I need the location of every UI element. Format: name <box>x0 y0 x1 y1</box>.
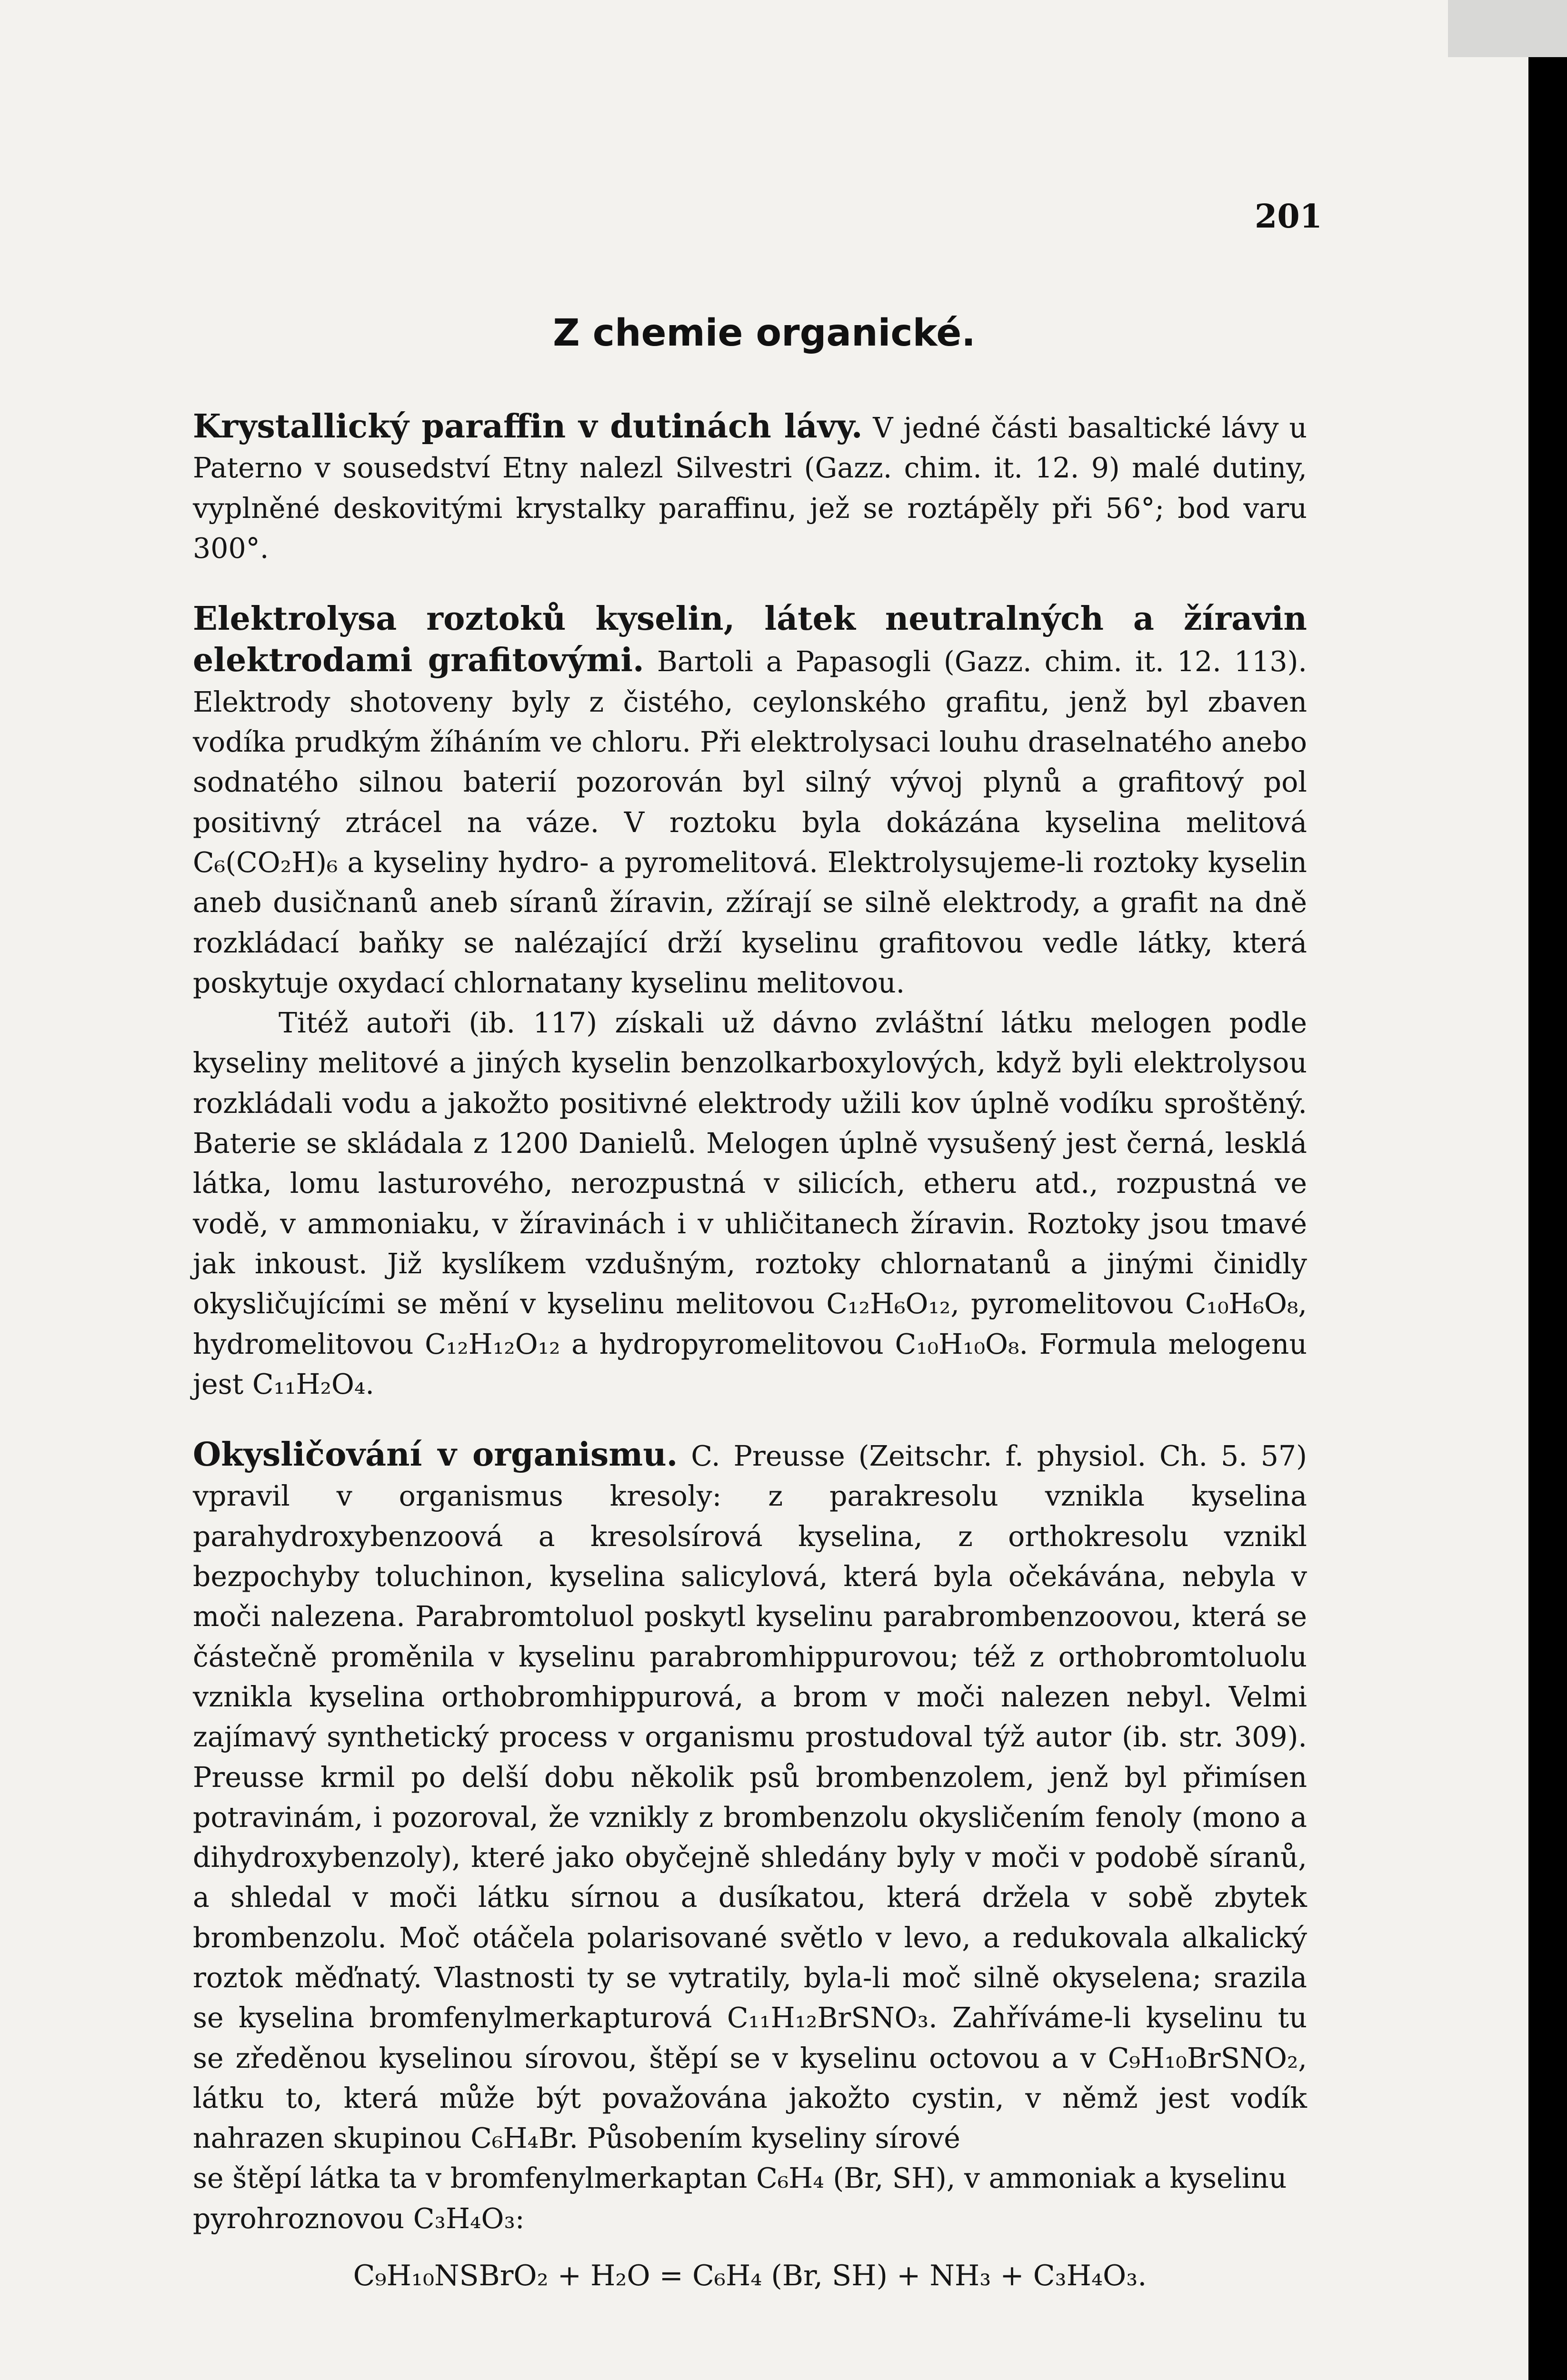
paragraph-text: Bartoli a Papasogli (Gazz. chim. it. 12. 113). Elektrody shotoveny byly z čistého, ceylonského grafitu, jenž byl zbaven vodíka prudkým žíháním ve chloru. Při elektrolysaci louhu draselnatého anebo sodnatého silnou baterií pozorován byl silný vývoj plynů a grafitový pol positivný ztrácel na váze. V roztoku byla dokázána kyselina melitová C₆(CO₂H)₆ a kyseliny hydro- a pyromelitová. Elektrolysujeme-li roztoky kyselin aneb dusičnanů aneb síranů žíravin, zžírají se silně elektrody, a grafit na dně rozkládací baňky se nalézající drží kyselinu grafitovou vedle látky, která poskytuje oxydací chlornatany kyselinu melitovou. <box>193 645 1307 999</box>
page-number: 201 <box>1255 198 1322 236</box>
paragraph-melogen <box>193 1003 1307 1404</box>
chemical-equation: C₉H₁₀NSBrO₂ + H₂O = C₆H₄ (Br, SH) + NH₃ + C₃H₄O₃. <box>353 2259 1147 2293</box>
section-title: Z chemie organické. <box>553 312 976 355</box>
paragraph-electrolysis <box>193 599 1307 1003</box>
paragraph-lead: Okysličování v organismu. <box>193 1436 678 1474</box>
paragraph-text: Titéž autoři (ib. 117) získali už dávno zvláštní látku melogen podle kyseliny melitové a jiných kyselin benzolkarboxylových, když byli elektrolysou rozkládali vodu a jakožto positivné elektrody užili kov úplně vodíku sproštěný. Baterie se skládala z 1200 Danielů. Melogen úplně vysušený jest černá, lesklá látka, lomu lasturového, nerozpustná v silicích, etheru atd., rozpustná ve vodě, v ammoniaku, v žíravinách i v uhličitanech žíravin. Roztoky jsou tmavé jak inkoust. Již kyslíkem vzdušným, roztoky chlornatanů a jinými činidly okysličujícími se mění v kyselinu melitovou C₁₂H₆O₁₂, pyromelitovou C₁₀H₆O₈, hydromelitovou C₁₂H₁₂O₁₂ a hydropyromelitovou C₁₀H₁₀O₈. Formula melogenu jest C₁₁H₂O₄. <box>193 1007 1307 1400</box>
article-body <box>193 376 1307 2296</box>
paragraph-sulfuric-cleavage <box>193 2158 1307 2239</box>
paragraph-oxidation <box>193 1435 1307 2158</box>
paragraph-text: C. Preusse (Zeitschr. f. physiol. Ch. 5. 57) vpravil v organismus kresoly: z parakresolu vznikla kyselina parahydroxybenzoová a kresolsírová kyselina, z orthokresolu vznikl bezpochyby toluchinon, kyselina salicylová, která byla očekávána, nebyla v moči nalezena. Parabromtoluol poskytl kyselinu parabrombenzoovou, která se částečně proměnila v kyselinu parabromhippurovou; též z orthobromtoluolu vznikla kyselina orthobromhippurová, a brom v moči nalezen nebyl. Velmi zajímavý synthetický process v organismu prostudoval týž autor (ib. str. 309). Preusse krmil po delší dobu několik psů brombenzolem, jenž byl přimísen potravinám, i pozoroval, že vznikly z brombenzolu okysličením fenoly (mono a dihydroxybenzoly), které jako obyčejně shledány byly v moči v podobě síranů, a shledal v moči látku sírnou a dusíkatou, která držela v sobě zbytek brombenzolu. Moč otáčela polarisované světlo v levo, a redukovala alkalický roztok měďnatý. Vlastnosti ty se vytratily, byla-li moč silně okyselena; srazila se kyselina bromfenylmerkapturová C₁₁H₁₂BrSNO₃. Zahříváme-li kyselinu tu se zředěnou kyselinou sírovou, štěpí se v kyselinu octovou a v C₉H₁₀BrSNO₂, látku to, která může být považována jakožto cystin, v němž jest vodík nahrazen skupinou C₆H₄Br. Působením kyseliny sírové <box>193 1440 1307 2155</box>
paragraph-text: V jedné části basaltické lávy u Paterno v sousedství Etny nalezl Silvestri (Gazz. chim. it. 12. 9) malé dutiny, vyplněné deskovitými krystalky paraffinu, jež se roztápěly při 56°; bod varu 300°. <box>193 412 1307 565</box>
paragraph-lead: Krystallický paraffin v dutinách lávy. <box>193 407 863 446</box>
paragraph-text: se štěpí látka ta v bromfenylmerkaptan C₆H₄ (Br, SH), v ammoniak a kyselinu pyrohroznovou C₃H₄O₃: <box>193 2162 1287 2235</box>
right-page-edge <box>1528 0 1567 2380</box>
paragraph-crystalline-paraffin <box>193 407 1307 568</box>
paragraph-lead: Elektrolysa roztoků kyselin, látek neutralných a žíravin elektrodami grafitovými. <box>193 600 1307 680</box>
top-right-corner-scrap <box>1448 0 1567 57</box>
